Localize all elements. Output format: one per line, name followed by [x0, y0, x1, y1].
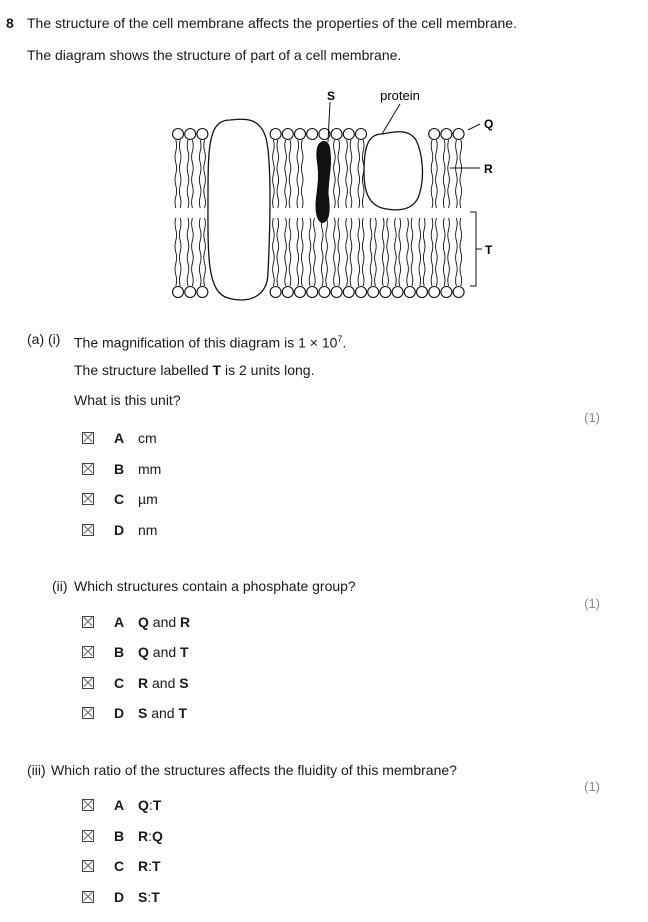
fatty-acid-tail-bottom: [382, 218, 384, 286]
phosphate-head-bottom: [429, 287, 440, 298]
fluidity-question: Which ratio of the structures affects the fluidity of this membrane?: [51, 762, 457, 778]
fatty-acid-tail-bottom: [460, 218, 462, 286]
structure-s-cholesterol: [316, 141, 331, 222]
option-a-iii-b[interactable]: B R:Q: [82, 827, 163, 845]
integral-protein-right: [364, 132, 422, 210]
fatty-acid-tail-bottom: [387, 218, 389, 286]
fatty-acid-tail-bottom: [423, 218, 425, 286]
integral-protein-left: [208, 119, 270, 300]
marks-a-i: (1): [584, 410, 600, 425]
phosphate-head-bottom: [295, 287, 306, 298]
fatty-acid-tail-bottom: [370, 218, 372, 286]
fatty-acid-tail-top: [297, 140, 299, 208]
fatty-acid-tail-bottom: [309, 218, 311, 286]
fatty-acid-tail-bottom: [321, 218, 323, 286]
fatty-acid-tail-top: [199, 140, 201, 208]
unit-question: What is this unit?: [74, 392, 181, 408]
fatty-acid-tail-bottom: [175, 218, 177, 286]
checkbox[interactable]: [82, 493, 94, 505]
checkbox[interactable]: [82, 677, 94, 689]
fatty-acid-tail-bottom: [443, 218, 445, 286]
fatty-acid-tail-bottom: [456, 218, 458, 286]
fatty-acid-tail-bottom: [431, 218, 433, 286]
fatty-acid-tail-bottom: [407, 218, 409, 286]
phosphate-head-top: [295, 129, 306, 140]
fatty-acid-tail-bottom: [419, 218, 421, 286]
phosphate-head-bottom: [282, 287, 293, 298]
label-t-bracket: [470, 212, 482, 286]
fatty-acid-tail-bottom: [326, 218, 328, 286]
option-a-i-b[interactable]: B mm: [82, 460, 161, 478]
question-number: 8: [6, 15, 14, 31]
part-a-iii-label: (iii): [27, 762, 46, 778]
structure-t-text: The structure labelled T is 2 units long.: [74, 362, 315, 378]
option-a-ii-d[interactable]: D S and T: [82, 704, 187, 722]
fatty-acid-tail-top: [192, 140, 194, 208]
phosphate-head-bottom: [319, 287, 330, 298]
fatty-acid-tail-bottom: [350, 218, 352, 286]
fatty-acid-tail-bottom: [273, 218, 275, 286]
option-a-iii-a[interactable]: A Q:T: [82, 796, 161, 814]
fatty-acid-tail-bottom: [362, 218, 364, 286]
checkbox[interactable]: [82, 891, 94, 903]
phosphate-head-bottom: [307, 287, 318, 298]
phosphate-head-bottom: [453, 287, 464, 298]
label-protein: protein: [380, 88, 420, 103]
fatty-acid-tail-top: [187, 140, 189, 208]
marks-a-ii: (1): [584, 596, 600, 611]
option-a-iii-d[interactable]: D S:T: [82, 888, 160, 906]
fatty-acid-tail-top: [334, 140, 336, 208]
fatty-acid-tail-top: [358, 140, 360, 208]
fatty-acid-tail-bottom: [179, 218, 181, 286]
fatty-acid-tail-bottom: [436, 218, 438, 286]
fatty-acid-tail-top: [179, 140, 181, 208]
fatty-acid-tail-bottom: [448, 218, 450, 286]
checkbox[interactable]: [82, 616, 94, 628]
phosphate-head-bottom: [417, 287, 428, 298]
fatty-acid-tail-top: [346, 140, 348, 208]
option-a-i-c[interactable]: C µm: [82, 490, 158, 508]
fatty-acid-tail-bottom: [314, 218, 316, 286]
fatty-acid-tail-bottom: [411, 218, 413, 286]
phosphate-head-bottom: [404, 287, 415, 298]
phosphate-head-bottom: [173, 287, 184, 298]
phosphate-head-bottom: [441, 287, 452, 298]
label-s: S: [326, 89, 336, 103]
fatty-acid-tail-bottom: [277, 218, 279, 286]
phosphate-head-bottom: [392, 287, 403, 298]
fatty-acid-tail-top: [436, 140, 438, 208]
fatty-acid-tail-top: [301, 140, 303, 208]
fatty-acid-tail-top: [448, 140, 450, 208]
fatty-acid-tail-top: [277, 140, 279, 208]
phosphate-head-top: [185, 129, 196, 140]
magnification-text: The magnification of this diagram is $1 \times 10^7$.: [74, 334, 347, 351]
label-protein-line: [382, 104, 400, 134]
fatty-acid-tail-bottom: [289, 218, 291, 286]
option-a-i-a[interactable]: A cm: [82, 429, 157, 447]
fatty-acid-tail-bottom: [187, 218, 189, 286]
checkbox[interactable]: [82, 432, 94, 444]
fatty-acid-tail-top: [204, 140, 206, 208]
fatty-acid-tail-bottom: [399, 218, 401, 286]
cell-membrane-diagram: [150, 82, 530, 310]
phosphate-head-top: [197, 129, 208, 140]
diagram-caption: The diagram shows the structure of part of a cell membrane.: [27, 47, 402, 63]
fatty-acid-tail-bottom: [285, 218, 287, 286]
fatty-acid-tail-bottom: [204, 218, 206, 286]
checkbox[interactable]: [82, 646, 94, 658]
phosphate-head-bottom: [356, 287, 367, 298]
phosphate-head-top: [441, 129, 452, 140]
phosphate-head-top: [270, 129, 281, 140]
label-r: R: [484, 162, 493, 176]
fatty-acid-tail-bottom: [375, 218, 377, 286]
phosphate-head-bottom: [270, 287, 281, 298]
fatty-acid-tail-bottom: [346, 218, 348, 286]
checkbox[interactable]: [82, 707, 94, 719]
phosphate-head-bottom: [380, 287, 391, 298]
option-a-i-d[interactable]: D nm: [82, 521, 157, 539]
checkbox[interactable]: [82, 860, 94, 872]
fatty-acid-tail-bottom: [297, 218, 299, 286]
fatty-acid-tail-top: [460, 140, 462, 208]
phosphate-head-top: [453, 129, 464, 140]
fatty-acid-tail-bottom: [334, 218, 336, 286]
fatty-acid-tail-top: [443, 140, 445, 208]
fatty-acid-tail-top: [289, 140, 291, 208]
option-a-ii-b[interactable]: B Q and T: [82, 643, 189, 661]
fatty-acid-tail-top: [285, 140, 287, 208]
question-intro: The structure of the cell membrane affects the properties of the cell membrane.: [27, 15, 517, 31]
fatty-acid-tail-top: [431, 140, 433, 208]
fatty-acid-tail-top: [350, 140, 352, 208]
phosphate-head-top: [356, 129, 367, 140]
phosphate-question: Which structures contain a phosphate group?: [74, 578, 356, 594]
fatty-acid-tail-top: [338, 140, 340, 208]
phosphate-head-top: [173, 129, 184, 140]
phosphate-head-top: [307, 129, 318, 140]
part-a-ii-label: (ii): [52, 578, 68, 594]
fatty-acid-tail-top: [175, 140, 177, 208]
fatty-acid-tail-bottom: [192, 218, 194, 286]
phosphate-head-bottom: [331, 287, 342, 298]
fatty-acid-tail-top: [456, 140, 458, 208]
phosphate-head-top: [343, 129, 354, 140]
checkbox[interactable]: [82, 524, 94, 536]
option-a-ii-a[interactable]: A Q and R: [82, 613, 190, 631]
fatty-acid-tail-top: [273, 140, 275, 208]
phosphate-head-bottom: [197, 287, 208, 298]
phosphate-head-bottom: [185, 287, 196, 298]
checkbox[interactable]: [82, 463, 94, 475]
fatty-acid-tail-bottom: [199, 218, 201, 286]
marks-a-iii: (1): [584, 779, 600, 794]
checkbox[interactable]: [82, 830, 94, 842]
option-a-iii-c[interactable]: C R:T: [82, 857, 161, 875]
fatty-acid-tail-bottom: [301, 218, 303, 286]
fatty-acid-tail-bottom: [395, 218, 397, 286]
phosphate-head-bottom: [368, 287, 379, 298]
phosphate-head-bottom: [343, 287, 354, 298]
label-q: Q: [484, 117, 494, 131]
label-t: T: [485, 243, 493, 257]
option-a-ii-c[interactable]: C R and S: [82, 674, 189, 692]
fatty-acid-tail-bottom: [358, 218, 360, 286]
checkbox[interactable]: [82, 799, 94, 811]
phosphate-head-top: [282, 129, 293, 140]
label-q-line: [468, 124, 480, 130]
fatty-acid-tail-bottom: [338, 218, 340, 286]
phosphate-head-top: [429, 129, 440, 140]
phosphate-head-top: [331, 129, 342, 140]
part-a-i-label: (a) (i): [27, 331, 61, 347]
